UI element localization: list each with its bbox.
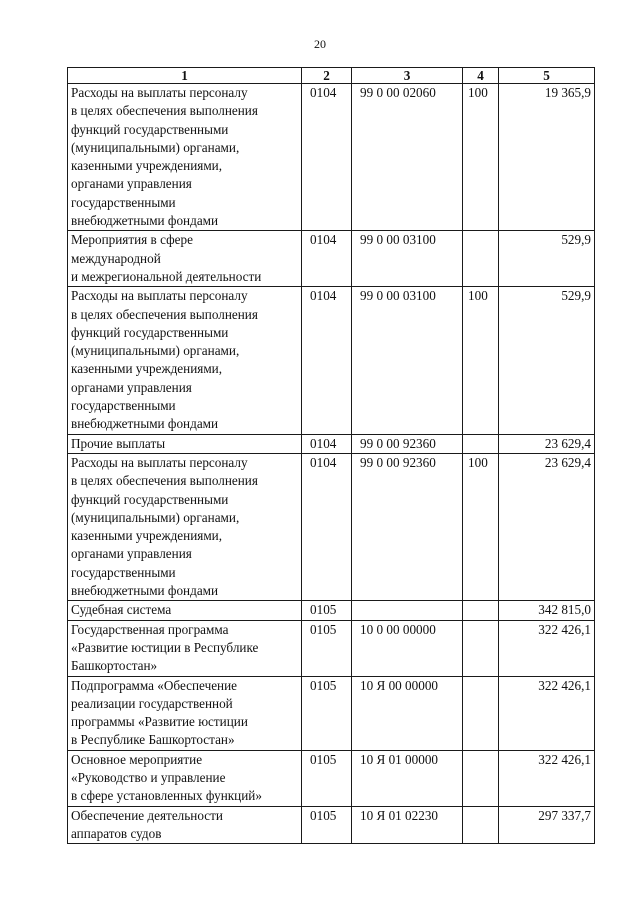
row-section: 0105 xyxy=(302,750,352,806)
row-expense-type xyxy=(463,620,499,676)
row-target-code: 99 0 00 03100 xyxy=(352,287,463,434)
row-name: Мероприятия в сфере международной и межрегиональной деятельности xyxy=(68,231,302,287)
table-row xyxy=(68,750,595,806)
row-section: 0104 xyxy=(302,287,352,434)
header-row xyxy=(68,68,595,84)
row-expense-type: 100 xyxy=(463,453,499,600)
row-section: 0104 xyxy=(302,453,352,600)
table-row xyxy=(68,84,595,231)
table-row xyxy=(68,806,595,844)
column-header: 1 xyxy=(68,68,302,84)
column-header: 5 xyxy=(499,68,595,84)
budget-table xyxy=(67,67,595,844)
row-name: Расходы на выплаты персоналу в целях обеспечения выполнения функций государственными (муниципальными) органами, казенными учреждениями, органами управления государственными внебюджетными фондами xyxy=(68,287,302,434)
row-target-code: 99 0 00 92360 xyxy=(352,453,463,600)
row-target-code: 99 0 00 03100 xyxy=(352,231,463,287)
row-amount: 342 815,0 xyxy=(499,601,595,620)
row-name: Прочие выплаты xyxy=(68,434,302,453)
column-header: 3 xyxy=(352,68,463,84)
row-section: 0104 xyxy=(302,434,352,453)
column-header: 2 xyxy=(302,68,352,84)
row-expense-type xyxy=(463,750,499,806)
table-row xyxy=(68,620,595,676)
row-amount: 529,9 xyxy=(499,287,595,434)
row-section: 0105 xyxy=(302,601,352,620)
row-name: Подпрограмма «Обеспечение реализации государственной программы «Развитие юстиции в Республике Башкортостан» xyxy=(68,676,302,750)
row-amount: 297 337,7 xyxy=(499,806,595,844)
row-target-code: 10 Я 01 00000 xyxy=(352,750,463,806)
row-expense-type xyxy=(463,601,499,620)
row-amount: 322 426,1 xyxy=(499,750,595,806)
row-section: 0104 xyxy=(302,84,352,231)
row-target-code: 10 0 00 00000 xyxy=(352,620,463,676)
table-row xyxy=(68,676,595,750)
row-amount: 529,9 xyxy=(499,231,595,287)
row-amount: 322 426,1 xyxy=(499,676,595,750)
row-expense-type xyxy=(463,806,499,844)
row-expense-type xyxy=(463,434,499,453)
row-target-code xyxy=(352,601,463,620)
table-row xyxy=(68,287,595,434)
column-header: 4 xyxy=(463,68,499,84)
table-row xyxy=(68,601,595,620)
page-number: 20 xyxy=(314,37,326,51)
row-name: Расходы на выплаты персоналу в целях обеспечения выполнения функций государственными (муниципальными) органами, казенными учреждениями, органами управления государственными внебюджетными фондами xyxy=(68,453,302,600)
row-target-code: 10 Я 00 00000 xyxy=(352,676,463,750)
table-row xyxy=(68,434,595,453)
row-target-code: 99 0 00 92360 xyxy=(352,434,463,453)
row-amount: 23 629,4 xyxy=(499,434,595,453)
row-name: Государственная программа «Развитие юстиции в Республике Башкортостан» xyxy=(68,620,302,676)
row-amount: 322 426,1 xyxy=(499,620,595,676)
row-section: 0105 xyxy=(302,620,352,676)
row-amount: 19 365,9 xyxy=(499,84,595,231)
row-section: 0104 xyxy=(302,231,352,287)
row-section: 0105 xyxy=(302,676,352,750)
row-name: Расходы на выплаты персоналу в целях обеспечения выполнения функций государственными (муниципальными) органами, казенными учреждениями, органами управления государственными внебюджетными фондами xyxy=(68,84,302,231)
row-name: Обеспечение деятельности аппаратов судов xyxy=(68,806,302,844)
row-section: 0105 xyxy=(302,806,352,844)
row-name: Судебная система xyxy=(68,601,302,620)
row-target-code: 99 0 00 02060 xyxy=(352,84,463,231)
row-expense-type: 100 xyxy=(463,84,499,231)
row-target-code: 10 Я 01 02230 xyxy=(352,806,463,844)
row-expense-type xyxy=(463,676,499,750)
row-expense-type xyxy=(463,231,499,287)
table-row xyxy=(68,453,595,600)
row-amount: 23 629,4 xyxy=(499,453,595,600)
row-expense-type: 100 xyxy=(463,287,499,434)
row-name: Основное мероприятие «Руководство и управление в сфере установленных функций» xyxy=(68,750,302,806)
table-row xyxy=(68,231,595,287)
